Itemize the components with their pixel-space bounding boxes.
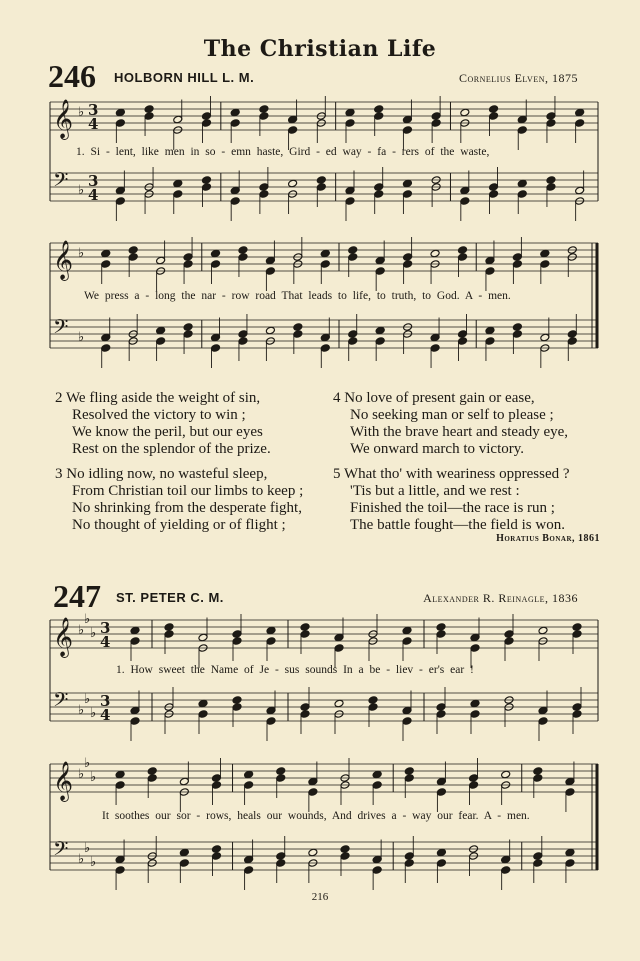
note-head (374, 105, 384, 114)
tune-name: ST. PETER C. M. (116, 590, 224, 605)
verse-line: Rest on the splendor of the prize. (72, 441, 271, 457)
note-head (211, 852, 221, 861)
note-head (230, 186, 240, 195)
note-head (198, 710, 208, 719)
hymn-number: 246 (48, 58, 96, 94)
note-head (512, 253, 522, 262)
note-head (308, 848, 318, 857)
note-head (540, 249, 550, 258)
note-head (567, 337, 577, 346)
note-head (485, 267, 495, 276)
note-head (436, 788, 446, 797)
note-head (300, 710, 310, 719)
note-head (130, 717, 140, 726)
note-head (512, 260, 522, 269)
note-head (517, 126, 527, 135)
time-signature: 3 (100, 692, 111, 710)
time-signature: 4 (88, 186, 99, 204)
note-head (288, 115, 298, 124)
note-head (489, 105, 499, 114)
note-head (173, 179, 183, 188)
note-head (372, 855, 382, 864)
note-head (345, 197, 355, 206)
note-head (348, 330, 358, 339)
note-head (334, 644, 344, 653)
note-head (460, 197, 470, 206)
note-head (372, 781, 382, 790)
lyric-line: 1. How sweet the Name of Je - sus sounds In a be - liev - er's ear ! (116, 664, 474, 676)
note-head (540, 333, 550, 342)
note-head (232, 696, 242, 705)
note-head (431, 112, 441, 121)
note-head (430, 333, 440, 342)
note-head (164, 630, 174, 639)
verse-line: With the brave heart and steady eye, (350, 424, 569, 440)
note-head (470, 633, 480, 642)
composer-credit: Cornelius Elven, 1875 (459, 71, 578, 85)
note-head (201, 112, 211, 121)
verse-line: The battle fought—the field is won. (350, 517, 565, 533)
note-head (375, 256, 385, 265)
note-head (368, 696, 378, 705)
note-head (276, 852, 286, 861)
note-head (276, 859, 286, 868)
note-head (130, 637, 140, 646)
note-head (565, 788, 575, 797)
note-head (211, 781, 221, 790)
composer-credit: Alexander R. Reinagle, 1836 (423, 591, 578, 605)
note-head (374, 112, 384, 121)
note-head (402, 706, 412, 715)
note-head (266, 637, 276, 646)
note-head (458, 246, 468, 255)
note-head (308, 788, 318, 797)
time-signature: 3 (88, 172, 99, 190)
flat-icon: ♭ (90, 770, 97, 785)
verse-line: We know the peril, but our eyes (72, 424, 263, 440)
note-head (101, 333, 111, 342)
note-head (293, 330, 303, 339)
note-head (232, 703, 242, 712)
note-head (276, 767, 286, 776)
note-head (238, 253, 248, 262)
time-signature: 4 (100, 706, 111, 724)
note-head (230, 119, 240, 128)
note-head (156, 326, 166, 335)
note-head (238, 337, 248, 346)
note-head (230, 197, 240, 206)
note-head (460, 108, 470, 117)
flat-icon: ♭ (78, 852, 85, 867)
note-head (469, 774, 479, 783)
verse (333, 390, 568, 458)
note-head (469, 781, 479, 790)
note-head (164, 623, 174, 632)
note-head (115, 781, 125, 790)
note-head (115, 866, 125, 875)
note-head (538, 706, 548, 715)
flat-icon: ♭ (84, 841, 91, 856)
note-head (147, 767, 157, 776)
note-head (238, 246, 248, 255)
note-head (504, 630, 514, 639)
page-number: 216 (311, 891, 329, 903)
note-head (316, 176, 326, 185)
verse-line: From Christian toil our limbs to keep ; (72, 483, 304, 499)
note-head (348, 253, 358, 262)
note-head (201, 183, 211, 192)
note-head (372, 866, 382, 875)
note-head (130, 706, 140, 715)
time-signature: 4 (88, 115, 99, 133)
note-head (345, 108, 355, 117)
note-head (404, 767, 414, 776)
note-head (300, 623, 310, 632)
verse-line: No shrinking from the desperate fight, (72, 500, 302, 516)
note-head (567, 330, 577, 339)
note-head (501, 770, 511, 779)
flat-icon: ♭ (90, 855, 97, 870)
note-head (470, 710, 480, 719)
note-head (533, 767, 543, 776)
note-head (436, 777, 446, 786)
note-head (340, 845, 350, 854)
note-head (211, 333, 221, 342)
note-head (173, 115, 183, 124)
verse-line: 4 No love of present gain or ease, (333, 390, 535, 406)
note-head (276, 774, 286, 783)
note-head (115, 770, 125, 779)
note-head (572, 630, 582, 639)
note-head (538, 626, 548, 635)
note-head (402, 190, 412, 199)
note-head (501, 855, 511, 864)
note-head (232, 630, 242, 639)
note-head (546, 183, 556, 192)
section-title: The Christian Life (203, 36, 437, 62)
note-head (538, 717, 548, 726)
note-head (436, 630, 446, 639)
note-head (115, 197, 125, 206)
treble-clef-icon: 𝄞 (53, 617, 74, 657)
flat-icon: ♭ (78, 767, 85, 782)
note-head (259, 105, 269, 114)
note-head (130, 626, 140, 635)
flat-icon: ♭ (84, 692, 91, 707)
treble-clef-icon: 𝄞 (53, 240, 74, 280)
note-head (575, 108, 585, 117)
note-head (211, 774, 221, 783)
note-head (320, 344, 330, 353)
note-head (244, 866, 254, 875)
note-head (517, 179, 527, 188)
lyric-line: 1. Si - lent, like men in so - emn haste, Gird - ed way - fa - rers of the waste, (76, 146, 490, 158)
note-head (300, 630, 310, 639)
verse-line: 2 We fling aside the weight of sin, (55, 390, 261, 406)
note-head (489, 183, 499, 192)
note-head (533, 859, 543, 868)
note-head (458, 337, 468, 346)
note-head (572, 710, 582, 719)
note-head (565, 859, 575, 868)
note-head (485, 326, 495, 335)
treble-clef-icon: 𝄞 (53, 761, 74, 801)
flat-icon: ♭ (90, 706, 97, 721)
note-head (115, 855, 125, 864)
note-head (374, 190, 384, 199)
note-head (232, 637, 242, 646)
note-head (316, 183, 326, 192)
note-head (404, 859, 414, 868)
note-head (259, 112, 269, 121)
note-head (244, 855, 254, 864)
note-head (431, 119, 441, 128)
note-head (211, 845, 221, 854)
note-head (183, 330, 193, 339)
note-head (259, 183, 269, 192)
note-head (300, 703, 310, 712)
verse (333, 466, 570, 534)
note-head (266, 626, 276, 635)
verse-line: 3 No idling now, no wasteful sleep, (55, 466, 268, 482)
note-head (348, 246, 358, 255)
note-head (489, 112, 499, 121)
note-head (436, 859, 446, 868)
flat-icon: ♭ (90, 626, 97, 641)
note-head (144, 105, 154, 114)
note-head (179, 777, 189, 786)
note-head (265, 256, 275, 265)
note-head (375, 267, 385, 276)
treble-clef-icon: 𝄞 (53, 99, 74, 139)
note-head (402, 179, 412, 188)
note-head (345, 119, 355, 128)
note-head (144, 112, 154, 121)
flat-icon: ♭ (78, 330, 85, 345)
note-head (489, 190, 499, 199)
verse-line: 5 What tho' with weariness oppressed ? (333, 466, 570, 482)
note-head (244, 770, 254, 779)
note-head (183, 253, 193, 262)
note-head (572, 703, 582, 712)
note-head (402, 115, 412, 124)
note-head (156, 256, 166, 265)
note-head (375, 337, 385, 346)
note-head (403, 260, 413, 269)
note-head (436, 703, 446, 712)
note-head (572, 623, 582, 632)
note-head (230, 108, 240, 117)
verse-line: Resolved the victory to win ; (72, 407, 246, 423)
note-head (470, 644, 480, 653)
note-head (211, 249, 221, 258)
note-head (101, 249, 111, 258)
note-head (517, 190, 527, 199)
verse-line: No seeking man or self to please ; (350, 407, 554, 423)
note-head (575, 186, 585, 195)
note-head (348, 337, 358, 346)
note-head (201, 176, 211, 185)
note-head (533, 852, 543, 861)
note-head (259, 190, 269, 199)
note-head (320, 249, 330, 258)
note-head (293, 323, 303, 332)
note-head (460, 186, 470, 195)
note-head (173, 190, 183, 199)
note-head (436, 848, 446, 857)
note-head (404, 774, 414, 783)
note-head (211, 260, 221, 269)
flat-icon: ♭ (84, 756, 91, 771)
note-head (501, 866, 511, 875)
note-head (183, 323, 193, 332)
bass-clef-icon: 𝄢 (53, 837, 69, 865)
note-head (266, 706, 276, 715)
verse (55, 466, 303, 534)
note-head (211, 344, 221, 353)
note-head (179, 848, 189, 857)
note-head (485, 337, 495, 346)
note-head (512, 330, 522, 339)
flat-icon: ♭ (84, 612, 91, 627)
note-head (320, 333, 330, 342)
note-head (244, 781, 254, 790)
note-head (404, 852, 414, 861)
note-head (101, 260, 111, 269)
note-head (183, 260, 193, 269)
time-signature: 4 (100, 633, 111, 651)
note-head (485, 256, 495, 265)
note-head (430, 344, 440, 353)
note-head (402, 637, 412, 646)
note-head (546, 176, 556, 185)
note-head (115, 108, 125, 117)
note-head (458, 253, 468, 262)
note-head (334, 633, 344, 642)
note-head (375, 326, 385, 335)
note-head (308, 777, 318, 786)
note-head (156, 337, 166, 346)
bass-clef-icon: 𝄢 (53, 168, 69, 196)
note-head (402, 626, 412, 635)
note-head (334, 699, 344, 708)
note-head (201, 119, 211, 128)
note-head (517, 115, 527, 124)
note-head (288, 126, 298, 135)
note-head (265, 267, 275, 276)
note-head (128, 246, 138, 255)
note-head (436, 623, 446, 632)
note-head (512, 323, 522, 332)
note-head (288, 179, 298, 188)
note-head (575, 119, 585, 128)
note-head (265, 326, 275, 335)
time-signature: 3 (100, 619, 111, 637)
note-head (147, 774, 157, 783)
note-head (238, 330, 248, 339)
hymn-number: 247 (53, 578, 101, 614)
note-head (402, 717, 412, 726)
note-head (320, 260, 330, 269)
note-head (565, 848, 575, 857)
note-head (470, 699, 480, 708)
note-head (198, 633, 208, 642)
verse-line: We onward march to victory. (350, 441, 525, 457)
note-head (430, 249, 440, 258)
verse (55, 390, 271, 458)
verse-line: No thought of yielding or of flight ; (72, 517, 286, 533)
time-signature: 3 (88, 101, 99, 119)
note-head (546, 119, 556, 128)
flat-icon: ♭ (78, 623, 85, 638)
note-head (198, 699, 208, 708)
flat-icon: ♭ (78, 183, 85, 198)
note-head (340, 852, 350, 861)
note-head (540, 260, 550, 269)
note-head (128, 253, 138, 262)
note-head (403, 253, 413, 262)
note-head (458, 330, 468, 339)
note-head (402, 126, 412, 135)
flat-icon: ♭ (78, 246, 85, 261)
note-head (565, 777, 575, 786)
note-head (374, 183, 384, 192)
lyric-line: It soothes our sor - rows, heals our wounds, And drives a - way our fear. A - men. (102, 810, 530, 822)
note-head (179, 859, 189, 868)
note-head (368, 703, 378, 712)
verse-line: 'Tis but a little, and we rest : (350, 483, 520, 499)
note-head (372, 770, 382, 779)
note-head (345, 186, 355, 195)
flat-icon: ♭ (78, 105, 85, 120)
note-head (533, 774, 543, 783)
verse-line: Finished the toil—the race is run ; (350, 500, 555, 516)
note-head (546, 112, 556, 121)
text-credit: Horatius Bonar, 1861 (496, 533, 600, 544)
note-head (504, 637, 514, 646)
note-head (115, 186, 125, 195)
note-head (101, 344, 111, 353)
bass-clef-icon: 𝄢 (53, 315, 69, 343)
note-head (436, 710, 446, 719)
tune-name: HOLBORN HILL L. M. (114, 70, 255, 85)
lyric-line: We press a - long the nar - row road That leads to life, to truth, to God. A - men. (84, 290, 511, 302)
note-head (115, 119, 125, 128)
note-head (266, 717, 276, 726)
bass-clef-icon: 𝄢 (53, 688, 69, 716)
flat-icon: ♭ (78, 703, 85, 718)
